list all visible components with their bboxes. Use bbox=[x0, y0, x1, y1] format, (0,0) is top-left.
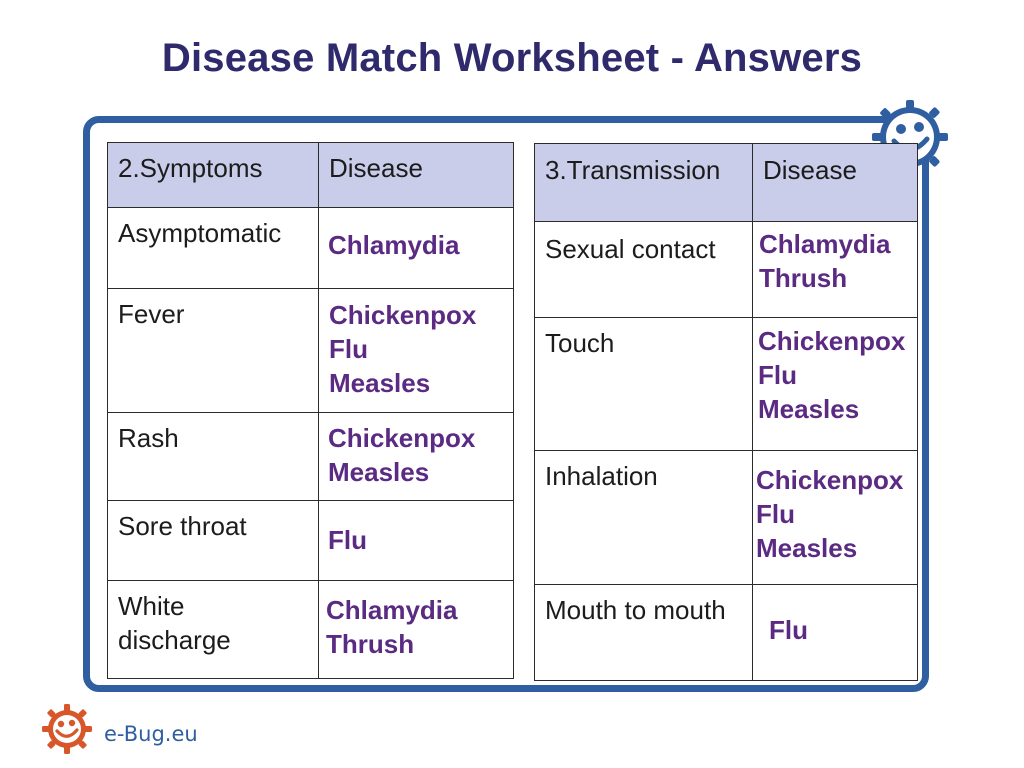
table-row bbox=[535, 318, 918, 451]
disease-cell bbox=[319, 501, 514, 581]
table-row bbox=[535, 222, 918, 318]
disease-cell bbox=[319, 289, 514, 413]
disease-cell bbox=[319, 413, 514, 501]
answer-list: Chickenpox Flu Measles bbox=[758, 326, 906, 424]
disease-cell bbox=[753, 222, 918, 318]
header-cell: 2.Symptoms bbox=[108, 143, 319, 208]
answer-list: Chlamydia Thrush bbox=[759, 229, 891, 293]
answer-list: Chlamydia bbox=[328, 230, 460, 260]
symptom-cell: Rash bbox=[108, 413, 319, 501]
header-cell: 3.Transmission bbox=[535, 144, 753, 222]
table-row bbox=[535, 451, 918, 585]
page-title: Disease Match Worksheet - Answers bbox=[161, 36, 863, 80]
table-row bbox=[108, 501, 514, 581]
answer-list: Chickenpox Measles bbox=[328, 423, 476, 487]
transmission-cell: Sexual contact bbox=[535, 222, 753, 318]
disease-cell bbox=[319, 581, 514, 679]
symptom-cell: Asymptomatic bbox=[108, 208, 319, 289]
table-row bbox=[108, 413, 514, 501]
disease-cell bbox=[319, 208, 514, 289]
table-row bbox=[535, 585, 918, 681]
answer-list: Chlamydia Thrush bbox=[326, 595, 458, 659]
answer-list: Flu bbox=[328, 525, 367, 555]
answer-list: Chickenpox Flu Measles bbox=[329, 300, 477, 398]
transmission-cell: Mouth to mouth bbox=[535, 585, 753, 681]
table-header-row bbox=[108, 143, 514, 208]
table-row bbox=[108, 208, 514, 289]
header-cell: Disease bbox=[319, 143, 514, 208]
footer-site-link[interactable]: e-Bug.eu bbox=[104, 722, 198, 746]
answer-list: Chickenpox Flu Measles bbox=[756, 465, 904, 563]
symptom-cell: White discharge bbox=[108, 581, 319, 679]
disease-cell bbox=[753, 451, 918, 585]
disease-cell bbox=[753, 585, 918, 681]
transmission-cell: Touch bbox=[535, 318, 753, 451]
transmission-table bbox=[534, 143, 918, 681]
table-row bbox=[108, 581, 514, 679]
symptom-cell: Fever bbox=[108, 289, 319, 413]
disease-cell bbox=[753, 318, 918, 451]
ebug-logo-icon bbox=[40, 702, 94, 756]
transmission-cell: Inhalation bbox=[535, 451, 753, 585]
answer-list: Flu bbox=[769, 615, 808, 645]
header-cell: Disease bbox=[753, 144, 918, 222]
symptom-cell: Sore throat bbox=[108, 501, 319, 581]
table-row bbox=[108, 289, 514, 413]
symptoms-table bbox=[107, 142, 514, 679]
table-header-row bbox=[535, 144, 918, 222]
